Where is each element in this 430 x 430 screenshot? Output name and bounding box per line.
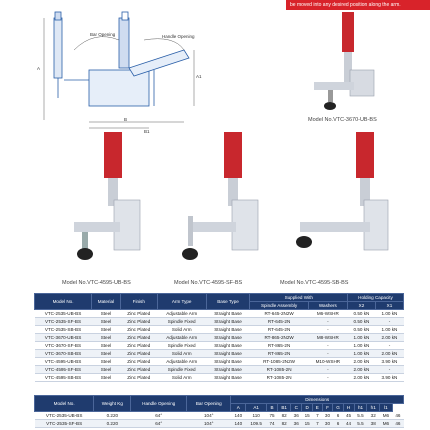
th-finish: Finish [120, 294, 157, 310]
th2-dimensions: Dimensions [231, 396, 404, 404]
spec-cell: Steel [92, 318, 121, 326]
th-model: Model No. [35, 294, 92, 310]
dim-cell: M6 [379, 420, 392, 428]
spec-cell: Adjustable Arm [157, 358, 206, 366]
spec-cell: Straight Base [206, 358, 250, 366]
dim-cell: 7 [313, 420, 322, 428]
spec-cell: Zinc Plated [120, 358, 157, 366]
spec-cell: Steel [92, 342, 121, 350]
spec-cell: VTC-4595-SF-BS [35, 366, 92, 374]
handle-opening-label: Handle Opening [162, 34, 195, 39]
product-photo-4595-ub [60, 126, 160, 274]
dim-a1: A1 [196, 74, 202, 79]
spec-cell: - [308, 326, 347, 334]
dim-cell: 75 [267, 412, 278, 420]
th2-bar-opening: Bar Opening [187, 396, 231, 412]
spec-cell: - [308, 318, 347, 326]
dim-cell: 5.5 [354, 412, 367, 420]
th-arm-type: Arm Type [157, 294, 206, 310]
dim-cell: 140 [231, 412, 246, 420]
spec-cell: Zinc Plated [120, 326, 157, 334]
bar-opening-label: Bar Opening [90, 32, 116, 37]
dimension-table-body [35, 412, 404, 428]
dim-cell: 110 [246, 412, 267, 420]
spec-row [35, 358, 404, 366]
th2-dim: B1 [278, 404, 291, 412]
spec-cell: Steel [92, 326, 121, 334]
spec-cell: M6-WSHR [308, 310, 347, 318]
spec-cell: 2.00 kN [348, 374, 376, 382]
spec-cell: RT-645-2N [250, 326, 308, 334]
spec-cell: - [375, 318, 403, 326]
dim-cell: 74 [267, 420, 278, 428]
spec-cell: RT-1085-2N [250, 366, 308, 374]
spec-cell: - [308, 350, 347, 358]
th-washers: Washers [308, 302, 347, 310]
spec-cell: - [375, 366, 403, 374]
dim-cell: 7 [313, 412, 322, 420]
spec-cell: 1.00 kN [375, 326, 403, 334]
spec-cell: Steel [92, 334, 121, 342]
spec-cell: VTC-3670-SF-BS [35, 342, 92, 350]
dim-cell: 44 [343, 420, 354, 428]
th2-dim: h1 [354, 404, 367, 412]
spec-cell: RT-645-2N [250, 318, 308, 326]
spec-cell: RT-1085-2N2W [250, 358, 308, 366]
caption-4595-sf: Model No.VTC-4595-SF-BS [174, 280, 243, 286]
spec-cell: RT-865-2N [250, 342, 308, 350]
spec-cell: VTC-2535-SF-BS [35, 318, 92, 326]
spec-cell: Straight Base [206, 318, 250, 326]
spec-cell: 1.00 kN [375, 310, 403, 318]
product-photo-3670 [300, 10, 400, 118]
spec-cell: 0.50 kN [348, 318, 376, 326]
spec-cell: VTC-2535-SB-BS [35, 326, 92, 334]
spec-cell: 0.50 kN [348, 310, 376, 318]
spec-cell: - [308, 342, 347, 350]
dim-cell: 38 [367, 420, 380, 428]
dim-cell: 140 [231, 420, 246, 428]
spec-cell: 1.00 kN [348, 342, 376, 350]
dim-cell: 46 [392, 412, 403, 420]
spec-cell: 2.00 kN [375, 350, 403, 358]
spec-cell: VTC-4595-SB-BS [35, 374, 92, 382]
spec-cell: 1.00 kN [348, 350, 376, 358]
spec-cell: Adjustable Arm [157, 334, 206, 342]
th2-dim: h1 [367, 404, 380, 412]
spec-cell: Steel [92, 350, 121, 358]
spec-cell: - [308, 366, 347, 374]
spec-cell: Straight Base [206, 342, 250, 350]
dim-cell: 46 [392, 420, 403, 428]
dim-cell: M6 [379, 412, 392, 420]
spec-table-body [35, 310, 404, 382]
spec-cell: RT-865-2N [250, 350, 308, 358]
dim-cell: 6 [333, 420, 343, 428]
spec-cell: VTC-3670-SB-BS [35, 350, 92, 358]
dim-cell: 0.220 [94, 412, 131, 420]
spec-cell: Zinc Plated [120, 350, 157, 358]
th2-dim: A [231, 404, 246, 412]
dim-b: B [124, 117, 128, 122]
spec-cell: VTC-3670-UB-BS [35, 334, 92, 342]
th-material: Material [92, 294, 121, 310]
th2-model: Model No. [35, 396, 94, 412]
spec-cell: VTC-2535-UB-BS [35, 310, 92, 318]
dim-cell: 0.220 [94, 420, 131, 428]
dim-cell: 109.5 [246, 420, 267, 428]
spec-cell: 3.90 kN [375, 374, 403, 382]
spec-row [35, 366, 404, 374]
dim-cell: 15 [302, 420, 313, 428]
spec-cell: RT-865-2N2W [250, 334, 308, 342]
th2-dim: A1 [246, 404, 267, 412]
dim-cell: 82 [278, 412, 291, 420]
caption-3670: Model No.VTC-3670-UB-BS [308, 117, 377, 123]
header-note: be moved into any desired position along the arm. [290, 2, 401, 8]
spec-cell: Solid Arm [157, 350, 206, 358]
dim-b1: B1 [144, 129, 150, 134]
spec-cell: VTC-4595-UB-BS [35, 358, 92, 366]
dim-cell: 15 [302, 412, 313, 420]
spec-cell: Solid Arm [157, 374, 206, 382]
spec-row [35, 326, 404, 334]
dim-cell: VTC-2535-UB-BS [35, 412, 94, 420]
th-x2: X2 [348, 302, 376, 310]
spec-cell: Zinc Plated [120, 318, 157, 326]
th2-dim: F [322, 404, 333, 412]
th-spindle: Spindle Assembly [250, 302, 308, 310]
dim-cell: 6 [333, 412, 343, 420]
spec-cell: M10-WSHR [308, 358, 347, 366]
spec-cell: - [375, 342, 403, 350]
spec-cell: Straight Base [206, 374, 250, 382]
spec-cell: 2.00 kN [348, 366, 376, 374]
caption-4595-sb: Model No.VTC-4595-SB-BS [280, 280, 349, 286]
spec-cell: Straight Base [206, 334, 250, 342]
spec-row [35, 374, 404, 382]
th2-dim: B [267, 404, 278, 412]
clamp-drawing [34, 10, 224, 136]
spec-cell: Steel [92, 310, 121, 318]
dim-cell: 30 [322, 420, 333, 428]
spec-cell: RT-645-2N2W [250, 310, 308, 318]
spec-cell: RT-1085-2N [250, 374, 308, 382]
spec-cell: Zinc Plated [120, 374, 157, 382]
dim-cell: 82 [278, 420, 291, 428]
th2-dim: D [302, 404, 313, 412]
spec-cell: Zinc Plated [120, 310, 157, 318]
spec-row [35, 318, 404, 326]
dimension-table [34, 395, 404, 428]
spec-cell: 2.00 kN [375, 334, 403, 342]
dim-cell: VTC-2535-SF-BS [35, 420, 94, 428]
technical-drawing [34, 10, 224, 136]
dim-cell: 104° [187, 420, 231, 428]
dim-cell: 36 [291, 412, 302, 420]
spec-cell: Straight Base [206, 310, 250, 318]
dim-cell: 64° [131, 412, 187, 420]
dim-cell: 45 [343, 412, 354, 420]
spec-cell: Steel [92, 366, 121, 374]
spec-cell: 3.90 kN [375, 358, 403, 366]
th-holding-capacity: Holding Capacity [348, 294, 404, 302]
spec-cell: Spindle Fixed [157, 342, 206, 350]
dim-cell: 36 [291, 420, 302, 428]
spec-cell: Straight Base [206, 326, 250, 334]
spec-cell: Spindle Fixed [157, 366, 206, 374]
dim-cell: 104° [187, 412, 231, 420]
spec-row [35, 342, 404, 350]
spec-row [35, 310, 404, 318]
spec-cell: Zinc Plated [120, 366, 157, 374]
spec-cell: 1.00 kN [348, 334, 376, 342]
th2-dim: C [291, 404, 302, 412]
product-photo-4595-sb [290, 126, 390, 274]
dim-cell: 64° [131, 420, 187, 428]
th2-weight: Weight Kg [94, 396, 131, 412]
spec-cell: Adjustable Arm [157, 310, 206, 318]
spec-cell: Steel [92, 358, 121, 366]
dim-cell: 30 [322, 412, 333, 420]
spec-row [35, 350, 404, 358]
spec-cell: 2.00 kN [348, 358, 376, 366]
spec-cell: Zinc Plated [120, 334, 157, 342]
spec-cell: 0.50 kN [348, 326, 376, 334]
caption-4595-ub: Model No.VTC-4595-UB-BS [62, 280, 131, 286]
spec-cell: M8-WSHR [308, 334, 347, 342]
spec-row [35, 334, 404, 342]
spec-cell: Spindle Fixed [157, 318, 206, 326]
spec-cell: - [308, 374, 347, 382]
spec-cell: Straight Base [206, 366, 250, 374]
spec-cell: Straight Base [206, 350, 250, 358]
dim-row [35, 420, 404, 428]
spec-cell: Zinc Plated [120, 342, 157, 350]
spec-cell: Solid Arm [157, 326, 206, 334]
th-base-type: Base Type [206, 294, 250, 310]
th2-handle-opening: Handle Opening [131, 396, 187, 412]
dim-row [35, 412, 404, 420]
product-photo-4595-sf [168, 126, 268, 274]
th2-dim: H [343, 404, 354, 412]
spec-cell: Steel [92, 374, 121, 382]
th2-dim: E [313, 404, 322, 412]
th-x1: X1 [375, 302, 403, 310]
dim-cell: 5.5 [354, 420, 367, 428]
dim-a: A [37, 66, 41, 71]
dim-cell: 32 [367, 412, 380, 420]
th2-dim: l1 [379, 404, 392, 412]
th2-dim: G [333, 404, 343, 412]
spec-table [34, 293, 404, 382]
th-supplied-with: Supplied With [250, 294, 348, 302]
